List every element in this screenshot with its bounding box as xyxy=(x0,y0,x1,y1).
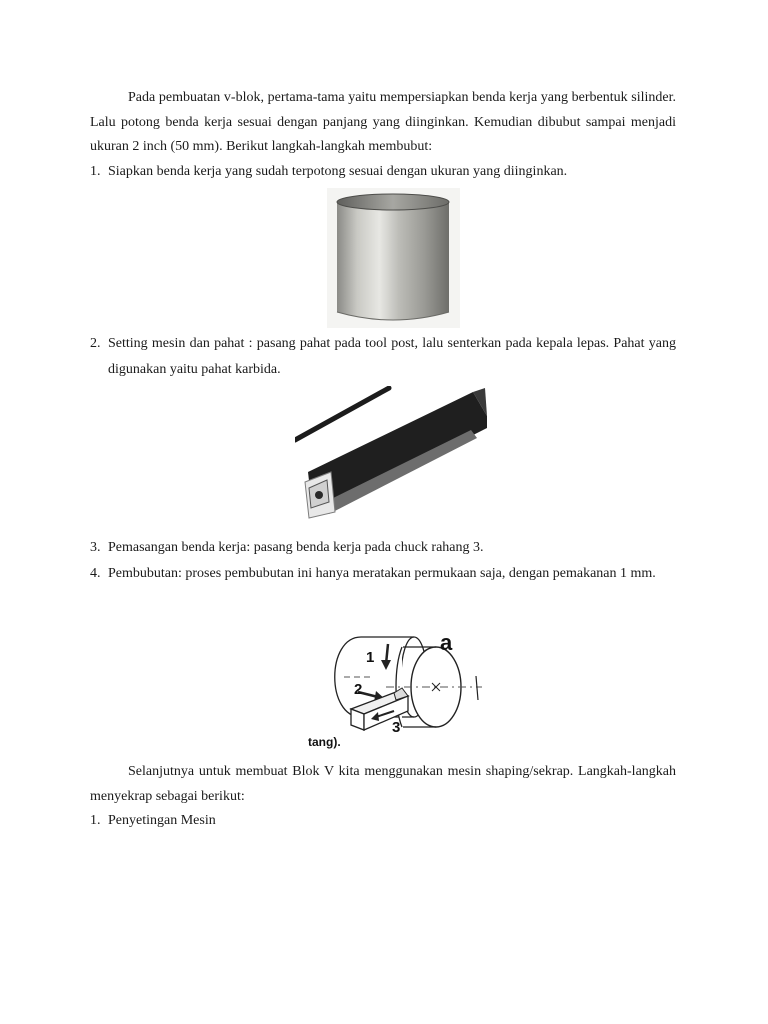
list-item xyxy=(90,808,676,834)
facing-diagram xyxy=(306,622,482,750)
list-text: Pembubutan: proses pembubutan ini hanya meratakan permukaan saja, dengan pemakanan 1 mm. xyxy=(108,566,656,581)
diagram-label-1: 1 xyxy=(366,649,375,666)
list-number: 4. xyxy=(90,566,101,581)
diagram-label-a: a xyxy=(440,630,453,655)
outro-paragraph: Selanjutnya untuk membuat Blok V kita menggunakan mesin shaping/sekrap. Langkah-langkah menyekrap sebagai berikut: xyxy=(90,764,676,804)
list-item xyxy=(90,561,676,587)
intro-paragraph: Pada pembuatan v-blok, pertama-tama yaitu mempersiapkan benda kerja yang berbentuk silinder. Lalu potong benda kerja sesuai dengan panjang yang diinginkan. Kemudian dibubut sampai menjadi ukuran 2 inch (50 mm). Berikut langkah-langkah membubut: xyxy=(90,90,676,154)
list-number: 3. xyxy=(90,540,101,555)
list-number: 2. xyxy=(90,336,101,351)
list-text: Penyetingan Mesin xyxy=(108,813,216,828)
list-number: 1. xyxy=(90,164,101,179)
diagram-label-2: 2 xyxy=(354,681,363,698)
cylinder-image xyxy=(327,188,460,328)
list-number: 1. xyxy=(90,813,101,828)
list-text: Setting mesin dan pahat : pasang pahat pada tool post, lalu senterkan pada kepala lepas. Pahat yang digunakan yaitu pahat karbida. xyxy=(108,336,676,377)
list-item xyxy=(90,159,676,185)
list-text: Siapkan benda kerja yang sudah terpotong sesuai dengan ukuran yang diinginkan. xyxy=(108,164,568,179)
diagram-label-3: 3 xyxy=(392,719,401,736)
diagram-caption: tang). xyxy=(308,735,341,749)
carbide-tool-image xyxy=(295,386,487,531)
list-item xyxy=(90,331,676,383)
list-text: Pemasangan benda kerja: pasang benda kerja pada chuck rahang 3. xyxy=(108,540,484,555)
list-item xyxy=(90,535,676,561)
